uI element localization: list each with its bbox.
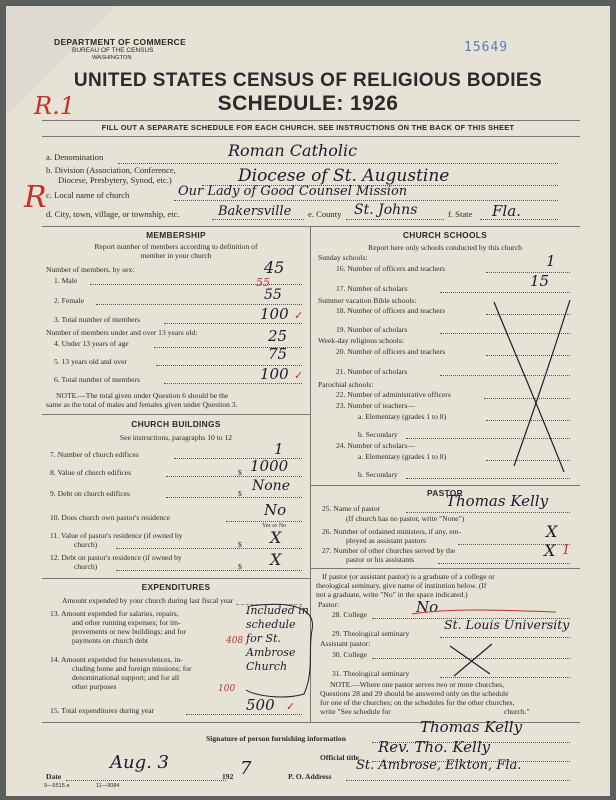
form-number: 9—5515 a <box>44 783 70 789</box>
pastor-label: Pastor: <box>318 600 340 609</box>
po-address-label: P. O. Address <box>288 772 332 781</box>
q1-red-note: 55 <box>256 276 270 289</box>
pastor-note-1: NOTE.—Where one pastor serves two or more churches, <box>330 680 504 689</box>
q24-label: 24. Number of scholars— <box>336 441 415 450</box>
q25-hint: (If church has no pastor, write "None") <box>346 514 465 523</box>
q14-red-value: 100 <box>218 684 236 694</box>
q13-label-3: provements or new buildings; and for <box>72 627 187 636</box>
signature-value: Thomas Kelly <box>420 718 523 736</box>
local-name-value: Our Lady of Good Counsel Mission <box>178 184 408 199</box>
q27-value: X <box>544 541 556 560</box>
city-value: Bakersville <box>218 204 292 219</box>
members-by-age-label: Number of members under and over 13 years old: <box>46 328 198 337</box>
sunday-schools-label: Sunday schools: <box>318 253 368 262</box>
pastor-note-4: write "See schedule for <box>320 707 391 716</box>
bureau-name: BUREAU OF THE CENSUS <box>72 47 154 54</box>
q13-label-2: and other running expenses; for im- <box>72 618 181 627</box>
q23a-label: a. Elementary (grades 1 to 8) <box>358 412 447 421</box>
margin-mark-top: R.1 <box>34 92 75 120</box>
bureau-city: WASHINGTON <box>92 55 132 61</box>
q7-label: 7. Number of church edifices <box>50 450 139 459</box>
q7-value: 1 <box>274 440 284 458</box>
expenditures-sub: Amount expended by your church during last fiscal year <box>62 596 234 605</box>
q23-label: 23. Number of teachers— <box>336 401 415 410</box>
strikeout-cross <box>446 642 496 678</box>
rule <box>42 578 310 579</box>
q11-dollar: $ <box>238 540 242 549</box>
q28-label: 28. College <box>332 610 368 619</box>
graduate-note-2: theological seminary, give name of institution below. (If <box>316 581 487 590</box>
q1-label: 1. Male <box>54 276 78 285</box>
q2-value: 55 <box>264 287 282 303</box>
q17-label: 17. Number of scholars <box>336 284 408 293</box>
official-title-label: Official title <box>320 753 360 762</box>
strikeout-cross <box>476 296 576 476</box>
margin-mark-side: R <box>24 180 47 215</box>
q13-red-value: 408 <box>226 636 244 646</box>
buildings-heading: CHURCH BUILDINGS <box>131 419 221 429</box>
q3-value: 100 <box>260 305 289 323</box>
q26-label-2: ployed as assistant pastors <box>346 536 426 545</box>
form-subtitle: SCHEDULE: 1926 <box>217 92 399 115</box>
q12-dollar: $ <box>238 562 242 571</box>
local-name-label: c. Local name of church <box>46 190 130 200</box>
rule <box>310 568 580 569</box>
rule <box>310 485 580 486</box>
membership-note-1: NOTE.—The total given under Question 6 should be the <box>56 391 229 400</box>
weekday-schools-label: Week-day religious schools: <box>318 336 404 345</box>
q26-value: X <box>546 522 558 541</box>
q18-label: 18. Number of officers and teachers <box>336 306 446 315</box>
membership-sub-2: member in your church <box>140 251 212 260</box>
q14-label: 14. Amount expended for benevolences, in- <box>50 655 183 664</box>
q25-value: Thomas Kelly <box>446 492 549 510</box>
graduate-note-3: not a graduate, write "No" in the space indicated.) <box>316 590 468 599</box>
q25-label: 25. Name of pastor <box>322 504 381 513</box>
denomination-value: Roman Catholic <box>228 141 358 160</box>
members-by-sex-label: Number of members, by sex: <box>46 265 135 274</box>
q27-label-2: pastor or his assistants <box>346 555 415 564</box>
q8-dollar: $ <box>238 468 242 477</box>
pastor-note-2: Questions 28 and 29 should be answered only on the schedule <box>320 689 509 698</box>
schools-sub: Report here only schools conducted by this church <box>368 243 522 252</box>
rule <box>42 226 580 227</box>
division-value: Diocese of St. Augustine <box>238 166 450 186</box>
q17-value: 15 <box>530 272 550 290</box>
q11-label-2: church) <box>74 540 98 549</box>
graduate-note-1: If pastor (or assistant pastor) is a graduate of a college or <box>322 572 495 581</box>
parochial-schools-label: Parochial schools: <box>318 380 374 389</box>
instruction-line: FILL OUT A SEPARATE SCHEDULE FOR EACH CHURCH. SEE INSTRUCTIONS ON THE BACK OF THIS SHEET <box>101 123 515 132</box>
red-check-mark: ✓ <box>286 701 296 713</box>
q21-label: 21. Number of scholars <box>336 367 408 376</box>
date-value: Aug. 3 <box>110 752 170 773</box>
q14-label-4: other purposes <box>72 682 117 691</box>
q14-label-2: cluding home and foreign missions; for <box>72 664 192 673</box>
pastor-note-3: for one of the churches; on the schedules for the other churches, <box>320 698 515 707</box>
pastor-note-4b: church." <box>504 707 530 716</box>
q9-value: None <box>252 478 290 494</box>
serial-stamp: 15649 <box>464 40 509 55</box>
q6-value: 100 <box>260 365 289 383</box>
q6-label: 6. Total number of members <box>54 375 141 384</box>
q24a-label: a. Elementary (grades 1 to 8) <box>358 452 447 461</box>
pastor-heading: PASTOR <box>427 488 463 498</box>
division-label: b. Division (Association, Conference, <box>46 165 176 175</box>
q16-label: 16. Number of officers and teachers <box>336 264 446 273</box>
q23b-label: b. Secondary <box>358 430 398 439</box>
q12-label: 12. Debt on pastor's residence (if owned by <box>50 553 182 562</box>
rule <box>42 414 310 415</box>
q13-label: 13. Amount expended for salaries, repairs, <box>50 609 179 618</box>
q12-label-2: church) <box>74 562 98 571</box>
membership-sub-1: Report number of members according to definition of <box>94 242 258 251</box>
signature-label: Signature of person furnishing information <box>206 734 346 743</box>
city-label: d. City, town, village, or township, etc. <box>46 209 180 219</box>
rule <box>42 120 580 121</box>
division-label-2: Diocese, Presbytery, Synod, etc.) <box>58 175 172 185</box>
county-label: e. County <box>308 209 342 219</box>
buildings-sub: See instructions, paragraphs 10 to 12 <box>119 433 233 442</box>
state-value: Fla. <box>492 202 521 220</box>
q10-value: No <box>264 501 287 519</box>
q11-value: X <box>270 528 282 547</box>
year-value: 7 <box>240 758 252 779</box>
q27-red-note: 1 <box>562 543 571 558</box>
expenditures-heading: EXPENDITURES <box>141 582 211 592</box>
q16-value: 1 <box>546 252 556 270</box>
rule <box>42 136 580 137</box>
q20-label: 20. Number of officers and teachers <box>336 347 446 356</box>
q4-value: 25 <box>268 327 288 345</box>
q10-hint: Yes or No <box>262 523 287 529</box>
q11-label: 11. Value of pastor's residence (if owned by <box>50 531 183 540</box>
q30-label: 30. College <box>332 650 368 659</box>
q31-label: 31. Theological seminary <box>332 669 410 678</box>
assistant-pastor-label: Assistant pastor: <box>320 639 371 648</box>
department-name: DEPARTMENT OF COMMERCE <box>54 37 187 47</box>
date-label: Date <box>46 772 62 781</box>
q5-label: 5. 13 years old and over <box>54 357 127 366</box>
q13-label-4: payments on church debt <box>72 636 149 645</box>
membership-note-2: same as the total of males and females given under Question 3. <box>46 400 238 409</box>
q10-label: 10. Does church own pastor's residence <box>50 513 170 522</box>
q9-dollar: $ <box>238 489 242 498</box>
q19-label: 19. Number of scholars <box>336 325 408 334</box>
po-address-value: St. Ambrose, Elkton, Fla. <box>356 758 522 773</box>
q2-label: 2. Female <box>54 296 84 305</box>
bracket-scribble <box>236 600 320 700</box>
q4-label: 4. Under 13 years of age <box>54 339 129 348</box>
bracket-note: Included in schedule for St. Ambrose Church <box>246 604 309 673</box>
summer-schools-label: Summer vacation Bible schools: <box>318 296 417 305</box>
q1-value: 45 <box>264 258 285 277</box>
q3-label: 3. Total number of members <box>54 315 141 324</box>
county-value: St. Johns <box>354 202 418 218</box>
year-prefix: 192 <box>222 772 234 781</box>
q8-value: 1000 <box>250 457 289 475</box>
q22-label: 22. Number of administrative officers <box>336 390 451 399</box>
denomination-label: a. Denomination <box>46 152 104 162</box>
q26-label: 26. Number of ordained ministers, if any, em- <box>322 527 462 536</box>
q9-label: 9. Debt on church edifices <box>50 489 130 498</box>
q15-label: 15. Total expenditures during year <box>50 706 155 715</box>
q27-label: 27. Number of other churches served by the <box>322 546 456 555</box>
official-title-value: Rev. Tho. Kelly <box>378 738 491 756</box>
schools-heading: CHURCH SCHOOLS <box>402 230 488 240</box>
state-label: f. State <box>448 209 473 219</box>
red-check-mark: ✓ <box>294 370 304 382</box>
form-title: UNITED STATES CENSUS OF RELIGIOUS BODIES <box>73 70 543 91</box>
q29-value: St. Louis University <box>444 617 570 632</box>
q28-value: No <box>416 598 439 616</box>
q14-label-3: denominational support; and for all <box>72 673 180 682</box>
membership-heading: MEMBERSHIP <box>146 230 206 240</box>
census-schedule-form <box>6 6 610 796</box>
q15-value: 500 <box>246 696 275 714</box>
q12-value: X <box>270 550 282 569</box>
q29-label: 29. Theological seminary <box>332 629 410 638</box>
print-number: 11—9084 <box>96 783 120 789</box>
red-check-mark: ✓ <box>294 310 304 322</box>
q8-label: 8. Value of church edifices <box>50 468 132 477</box>
q24b-label: b. Secondary <box>358 470 398 479</box>
q5-value: 75 <box>268 345 288 363</box>
